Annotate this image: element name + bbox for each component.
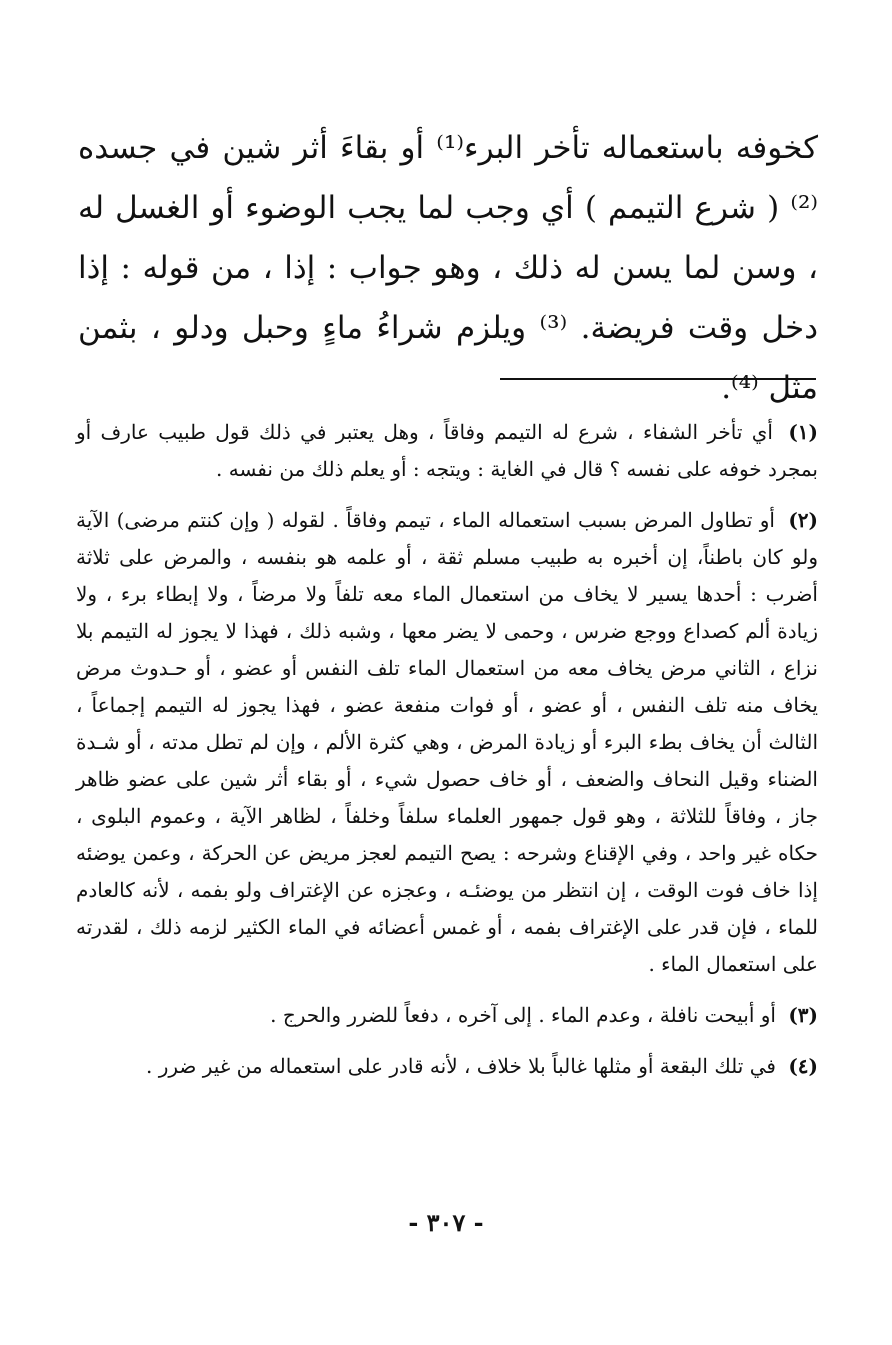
footnote-number: (١)	[788, 420, 818, 444]
footnote-text: أو تطاول المرض بسبب استعماله الماء ، تيمم وفاقاً . لقوله ( وإن كنتم مرضى) الآية ولو كان باطناً، إن أخبره به طبيب مسلم ثقة ، أو علمه هو بنفسه ، والمرض على ثلاثة أضرب : أحدها يسير لا يخاف من استعمال الماء معه تلفاً ولا مرضاً ، ولا إبطاء برء ، ولا زيادة ألم كصداع ووجع ضرس ، وحمى لا يضر معها ، وشبه ذلك ، فهذا لا يجوز له التيمم بلا نزاع ، الثاني مرض يخاف معه من استعمال الماء تلف النفس أو عضو ، أو حـدوث مرض يخاف منه تلف النفس ، أو عضو ، أو فوات منفعة عضو ، فهذا يجوز له التيمم إجماعاً ، الثالث أن يخاف بطء البرء أو زيادة المرض ، وهي كثرة الألم ، وإن لم تطل مدته ، أو شـدة الضناء وقيل النحاف والضعف ، أو خاف حصول شيء ، أو بقاء أثر شين على عضو ظاهر جاز ، وفاقاً للثلاثة ، وهو قول جمهور العلماء سلفاً وخلفاً ، لظاهر الآية ، وعموم البلوى ، حكاه غير واحد ، وفي الإقناع وشرحه : يصح التيمم لعجز مريض عن الحركة ، وعمن يوضئه إذا خاف فوت الوقت ، إن انتظر من يوضئـه ، وعجزه عن الإغتراف ولو بفمه ، لأنه كالعادم للماء ، فإن قدر على الإغتراف بفمه ، أو غمس أعضائه في الماء الكثير لزمه ذلك ، لقدرته على استعمال الماء .	[76, 508, 819, 976]
footnote-3	[76, 997, 818, 1034]
footnote-number: (٢)	[788, 508, 818, 532]
footnote-text: في تلك البقعة أو مثلها غالباً بلا خلاف ، لأنه قادر على استعماله من غير ضرر .	[146, 1054, 776, 1078]
footnote-1	[76, 414, 818, 488]
footnote-2	[76, 502, 818, 983]
footnotes	[76, 414, 818, 1099]
footnote-separator	[500, 378, 816, 380]
main-text: كخوفه باستعماله تأخر البرء⁽¹⁾ أو بقاءَ أثر شين في جسده ⁽²⁾ ( شرع التيمم ) أي وجب لما يجب الوضوء أو الغسل له ، وسن لما يسن له ذلك ، وهو جواب : إذا ، من قوله : إذا دخل وقت فريضة. ⁽³⁾ ويلزم شراءُ ماءٍ وحبل ودلو ، بثمن مثل ⁽⁴⁾.	[78, 130, 819, 406]
footnote-number: (٤)	[788, 1054, 818, 1078]
footnote-4	[76, 1048, 818, 1085]
footnote-text: أي تأخر الشفاء ، شرع له التيمم وفاقاً ، وهل يعتبر في ذلك قول طبيب عارف أو بمجرد خوفه على نفسه ؟ قال في الغاية : ويتجه : أو يعلم ذلك من نفسه .	[76, 420, 818, 481]
page-number: - ٣٠٧ -	[408, 1208, 484, 1237]
footnote-number: (٣)	[788, 1003, 818, 1027]
footnote-text: أو أبيحت نافلة ، وعدم الماء . إلى آخره ، دفعاً للضرر والحرج .	[270, 1003, 776, 1027]
